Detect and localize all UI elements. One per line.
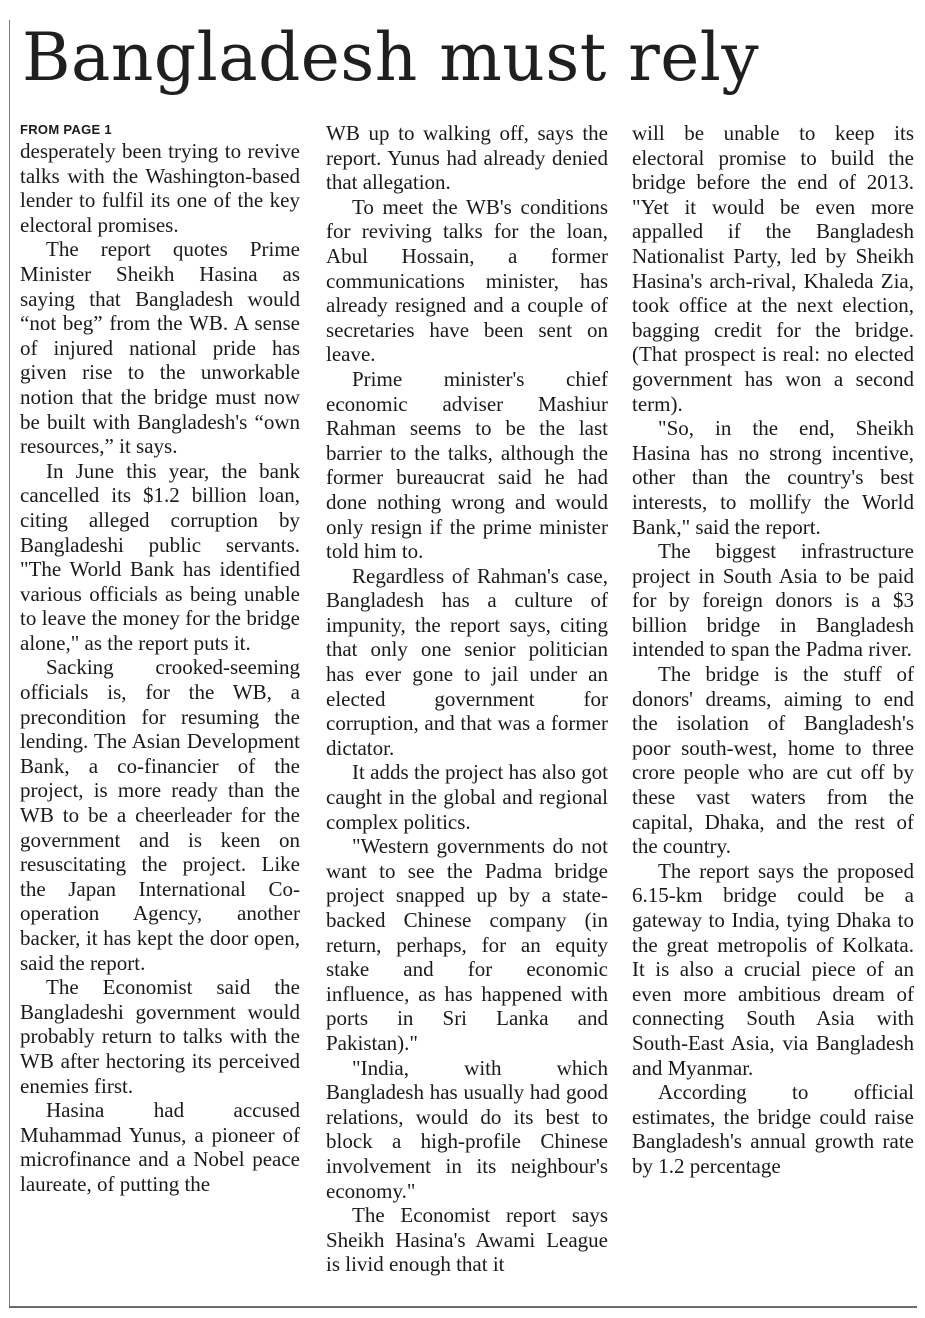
left-column-rule bbox=[9, 20, 10, 1306]
paragraph: "Western governments do not want to see the Padma bridge project snapped up by a state-backed Chinese company (in return, perhaps, for an equity stake and for economic influence, as has happened with ports in Sri Lanka and Pakistan)." bbox=[326, 834, 608, 1055]
dateline: FROM PAGE 1 bbox=[20, 122, 112, 137]
article-column-2 bbox=[326, 121, 608, 1277]
paragraph: In June this year, the bank cancelled its $1.2 billion loan, citing alleged corruption by Bangladeshi public servants. "The World Bank has identified various officials as being unable to leave the money for the bridge alone," as the report puts it. bbox=[20, 458, 300, 655]
paragraph: The bridge is the stuff of donors' dreams, aiming to end the isolation of Bangladesh's poor south-west, home to three crore people who are cut off by these vast waters from the capital, Dhaka, and the rest of the country. bbox=[632, 662, 914, 859]
paragraph: The report quotes Prime Minister Sheikh Hasina as saying that Bangladesh would “not beg” from the WB. A sense of injured national pride has given rise to the unworkable notion that the bridge must now be built with Bangladesh's “own resources,” it says. bbox=[20, 237, 300, 459]
paragraph: "India, with which Bangladesh has usually had good relations, would do its best to block a high-profile Chinese involvement in its neighbour's economy." bbox=[326, 1055, 608, 1203]
article-column-3 bbox=[632, 121, 914, 1179]
paragraph: "So, in the end, Sheikh Hasina has no strong incentive, other than the country's best interests, to mollify the World Bank," said the report. bbox=[632, 416, 914, 539]
paragraph: Sacking crooked-seeming officials is, for the WB, a precondition for resuming the lending. The Asian Development Bank, a co-financier of the project, is more ready than the WB to be a cheerleader for the government and is keen on resuscitating the project. Like the Japan International Co-operation Agency, another backer, it has kept the door open, said the report. bbox=[20, 655, 300, 975]
article-column-1 bbox=[20, 121, 300, 1197]
paragraph: Regardless of Rahman's case, Bangladesh has a culture of impunity, the report says, citing that only one senior politician has ever gone to jail under an elected government for corruption, and that was a former dictator. bbox=[326, 563, 608, 760]
paragraph: According to official estimates, the bridge could raise Bangladesh's annual growth rate by 1.2 percentage bbox=[632, 1080, 914, 1178]
paragraph: The report says the proposed 6.15-km bridge could be a gateway to India, tying Dhaka to the great metropolis of Kolkata. It is also a crucial piece of an even more ambitious dream of connecting South Asia with South-East Asia, via Bangladesh and Myanmar. bbox=[632, 858, 914, 1080]
paragraph: will be unable to keep its electoral promise to build the bridge before the end of 2013. "Yet it would be even more appalled if the Bangladesh Nationalist Party, led by Sheikh Hasina's arch-rival, Khaleda Zia, took office at the next election, bagging credit for the bridge. (That prospect is real: no elected government has won a second term). bbox=[632, 121, 914, 416]
paragraph: To meet the WB's conditions for reviving talks for the loan, Abul Hossain, a former communications minister, has already resigned and a couple of secretaries have been sent on leave. bbox=[326, 194, 608, 367]
paragraph: It adds the project has also got caught in the global and regional complex politics. bbox=[326, 760, 608, 834]
paragraph: desperately been trying to revive talks with the Washington-based lender to fulfil its one of the key electoral promises. bbox=[20, 139, 300, 237]
headline: Bangladesh must rely bbox=[22, 19, 760, 96]
bottom-rule bbox=[9, 1306, 917, 1308]
paragraph: WB up to walking off, says the report. Yunus had already denied that allegation. bbox=[326, 121, 608, 195]
paragraph: The Economist report says Sheikh Hasina's Awami League is livid enough that it bbox=[326, 1203, 608, 1277]
paragraph: Prime minister's chief economic adviser Mashiur Rahman seems to be the last barrier to the talks, although the former bureaucrat said he had done nothing wrong and would only resign if the prime minister told him to. bbox=[326, 366, 608, 564]
paragraph: The Economist said the Bangladeshi government would probably return to talks with the WB after hectoring its perceived enemies first. bbox=[20, 975, 300, 1098]
paragraph: The biggest infrastructure project in South Asia to be paid for by foreign donors is a $3 billion bridge in Bangladesh intended to span the Padma river. bbox=[632, 539, 914, 662]
paragraph: Hasina had accused Muhammad Yunus, a pioneer of microfinance and a Nobel peace laureate, of putting the bbox=[20, 1098, 300, 1196]
